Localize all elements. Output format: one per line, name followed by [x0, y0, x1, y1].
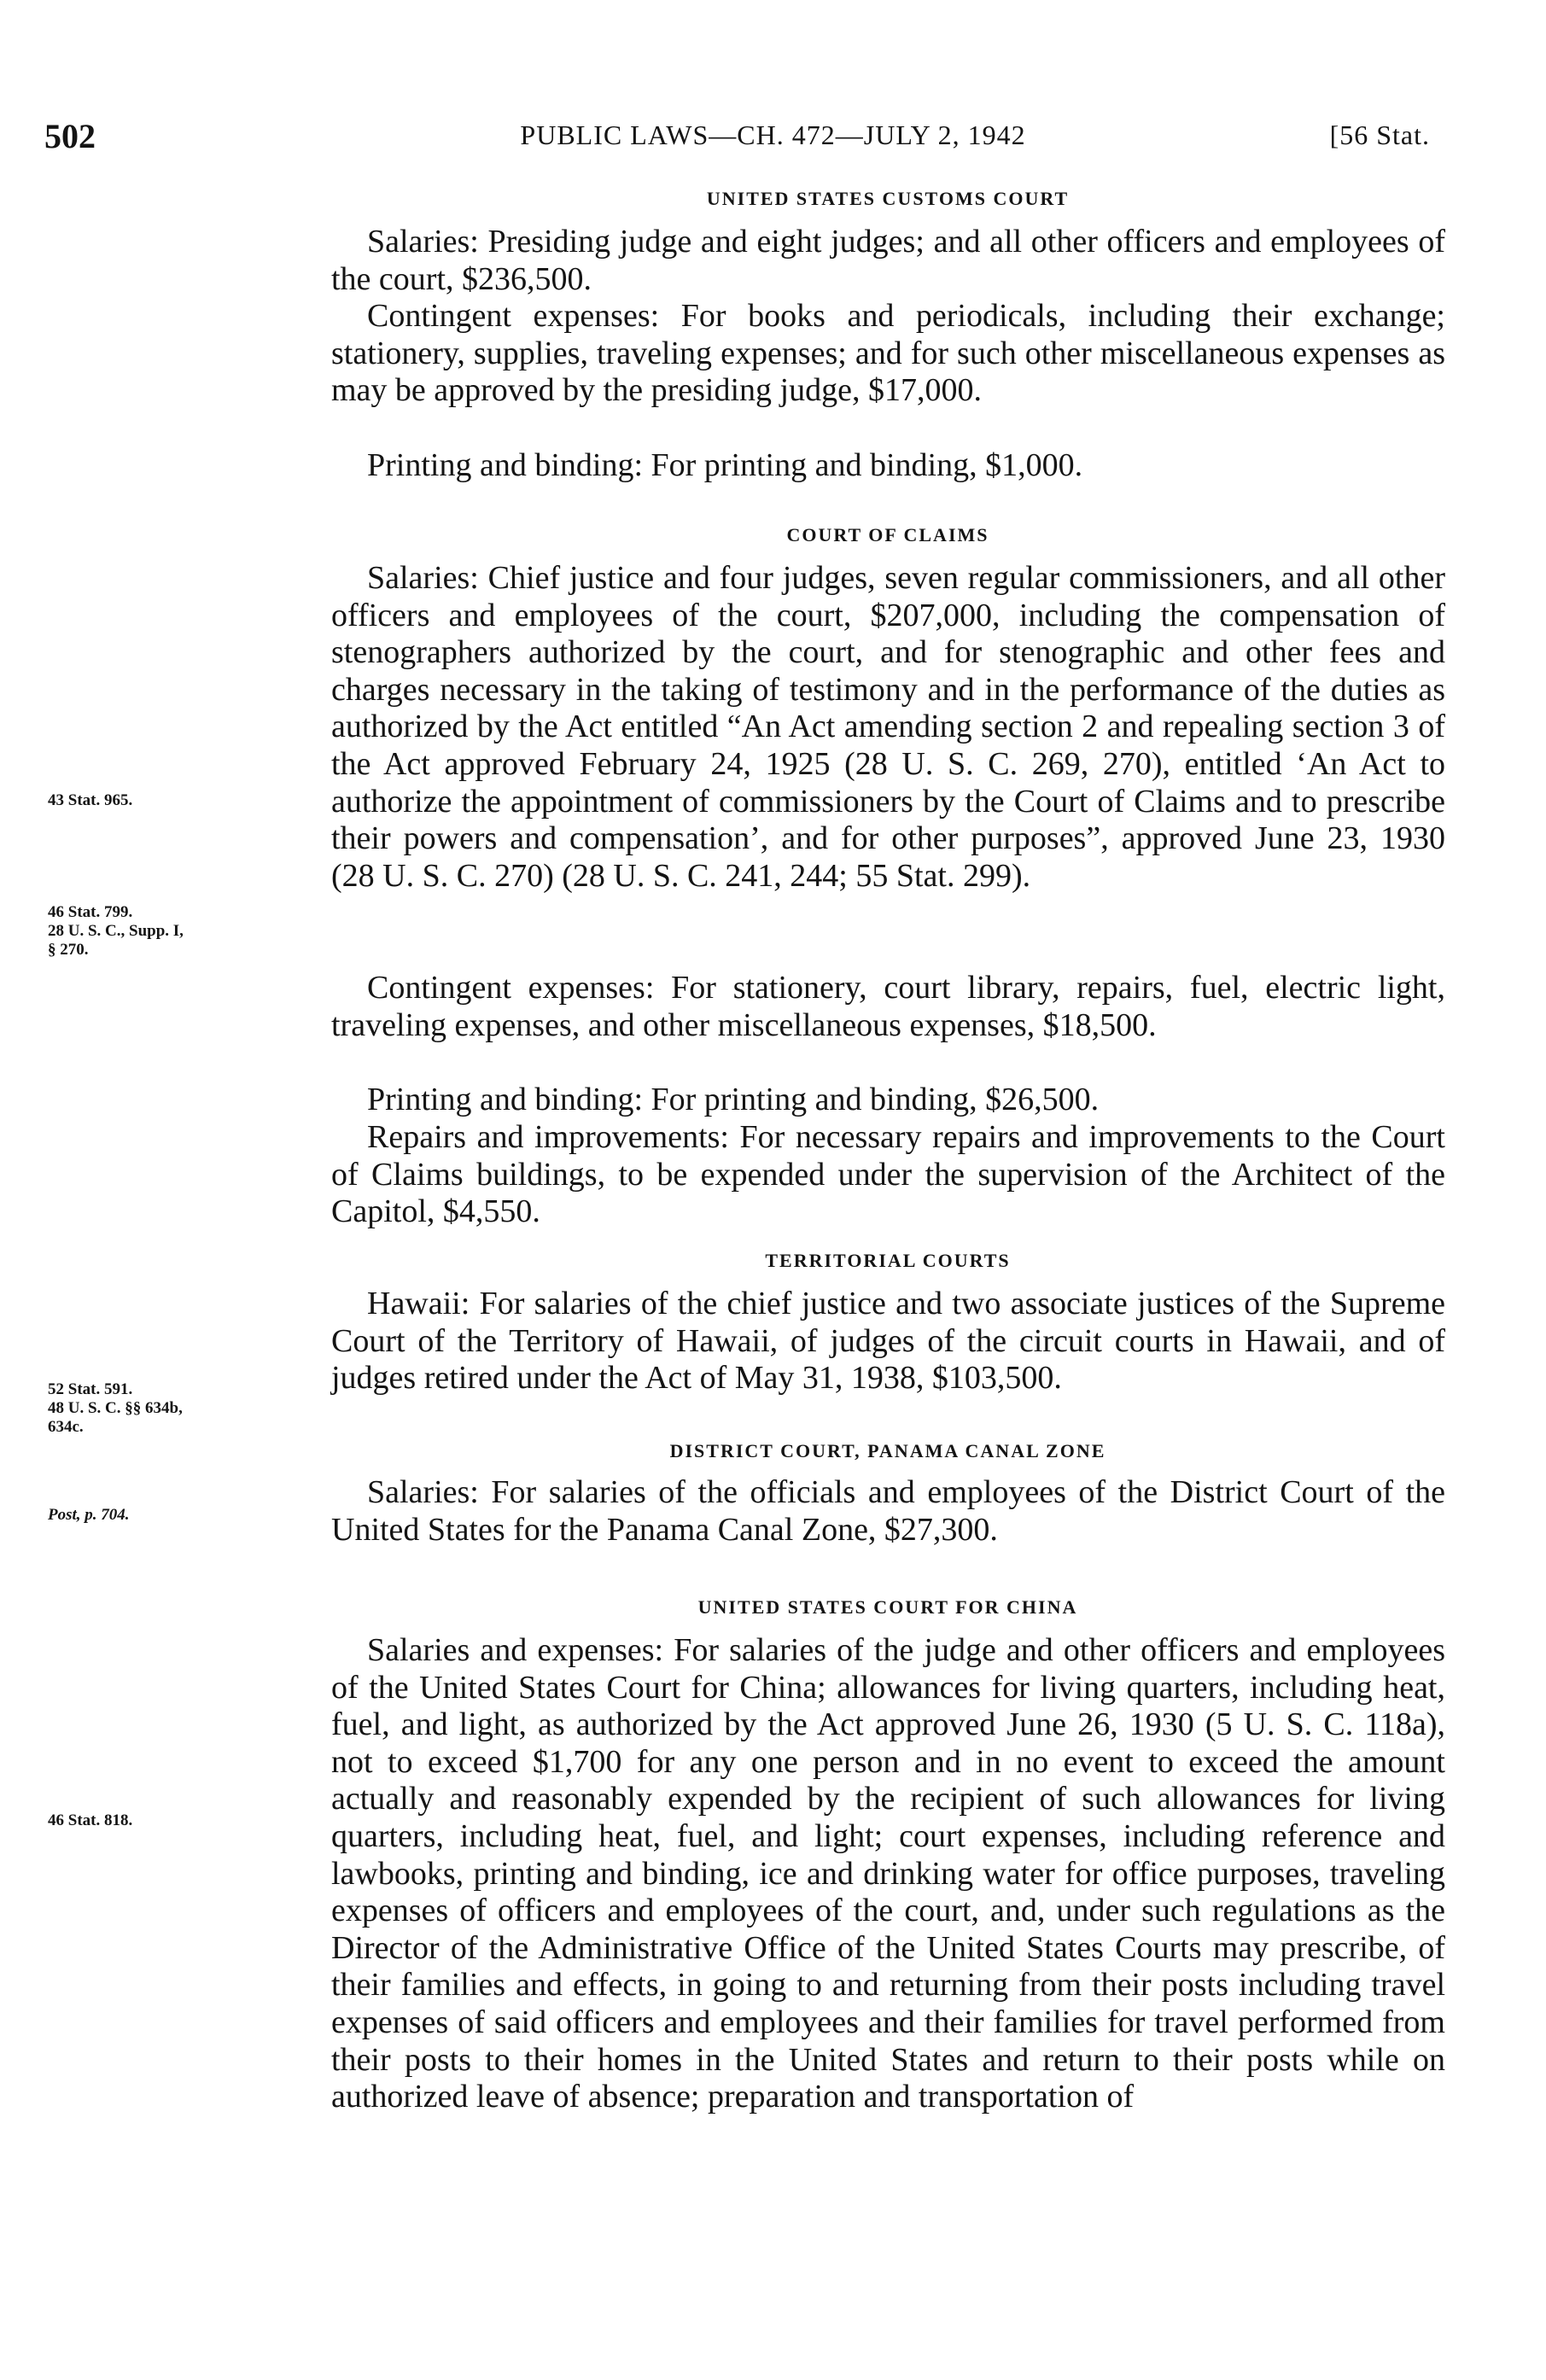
- claims-salaries-paragraph: [331, 560, 1445, 895]
- volume-reference: [56 Stat.: [1329, 120, 1430, 150]
- paragraph-text: Salaries: Presiding judge and eight judges; and all other officers and employees of the court, $236,500.: [331, 224, 1445, 297]
- customs-printing-paragraph: [331, 447, 1445, 485]
- paragraph-text: Printing and binding: For printing and binding, $26,500.: [367, 1082, 1100, 1117]
- margin-note: Post, p. 704.: [48, 1506, 130, 1524]
- paragraph-text: Salaries: Chief justice and four judges, seven regular commissioners, and all other officers and employees of the court, $207,000, including the compensation of stenographers authorized by the court, and for stenographic and other fees and charges necessary in the taking of testimony and in the performance of the duties as authorized by the Act entitled “An Act amending section 2 and repealing section 3 of the Act approved February 24, 1925 (28 U. S. C. 269, 270), entitled ‘An Act to authorize the appointment of commissioners by the Court of Claims and to prescribe their powers and compensation’, and for other purposes”, approved June 23, 1930 (28 U. S. C. 270) (28 U. S. C. 241, 244; 55 Stat. 299).: [331, 560, 1445, 894]
- paragraph-text: Contingent expenses: For stationery, court library, repairs, fuel, electric light, traveling expenses, and other miscellaneous expenses, $18,500.: [331, 970, 1445, 1043]
- section-heading-panama-canal-zone: DISTRICT COURT, PANAMA CANAL ZONE: [669, 1440, 1106, 1461]
- margin-note-line: 46 Stat. 799.: [48, 903, 133, 921]
- section-heading-court-for-china: UNITED STATES COURT FOR CHINA: [697, 1596, 1078, 1618]
- panama-salaries-paragraph: [331, 1474, 1445, 1549]
- paragraph-text: Printing and binding: For printing and binding, $1,000.: [367, 447, 1083, 483]
- margin-note-line: § 270.: [48, 941, 89, 959]
- section-heading-territorial-courts: TERRITORIAL COURTS: [765, 1250, 1011, 1271]
- paragraph-text: Repairs and improvements: For necessary repairs and improvements to the Court of Claims buildings, to be expended under the supervision of the Architect of the Capitol, $4,550.: [331, 1119, 1445, 1230]
- paragraph-text: Salaries: For salaries of the officials and employees of the District Court of the United States for the Panama Canal Zone, $27,300.: [331, 1474, 1445, 1548]
- customs-salaries-paragraph: [331, 224, 1445, 298]
- section-heading-customs-court: UNITED STATES CUSTOMS COURT: [706, 188, 1070, 209]
- china-salaries-paragraph: [331, 1632, 1445, 2116]
- margin-note: [48, 903, 321, 960]
- customs-contingent-paragraph: [331, 298, 1445, 410]
- claims-repairs-paragraph: [331, 1119, 1445, 1231]
- margin-note-line: 48 U. S. C. §§ 634b,: [48, 1399, 183, 1417]
- page-number: 502: [44, 117, 96, 155]
- margin-note: 43 Stat. 965.: [48, 791, 133, 809]
- claims-printing-paragraph: [331, 1082, 1445, 1119]
- margin-note-line: 634c.: [48, 1418, 84, 1436]
- paragraph-text: Salaries and expenses: For salaries of the judge and other officers and employees of the United States Court for China; allowances for living quarters, including heat, fuel, and light, as authorized by the Act approved June 26, 1930 (5 U. S. C. 118a), not to exceed $1,700 for any one person and in no event to exceed the amount actually and reasonably expended by the recipient of such allowances for living quarters, including heat, fuel, and light; court expenses, including reference and lawbooks, printing and binding, ice and drinking water for office purposes, traveling expenses of officers and employees of the court, and, under such regulations as the Director of the Administrative Office of the United States Courts may prescribe, of their families and effects, in going to and returning from their posts including travel expenses of said officers and employees and their families for travel performed from their posts to their homes in the United States and return to their posts while on authorized leave of absence; preparation and transportation of: [331, 1632, 1445, 2115]
- margin-note-line: 52 Stat. 591.: [48, 1380, 133, 1398]
- paragraph-text: Contingent expenses: For books and periodicals, including their exchange; stationery, supplies, traveling expenses; and for such other miscellaneous expenses as may be approved by the presiding judge, $17,000.: [331, 298, 1445, 409]
- running-title: PUBLIC LAWS—CH. 472—JULY 2, 1942: [520, 120, 1026, 150]
- margin-note-line: 28 U. S. C., Supp. I,: [48, 922, 184, 940]
- paragraph-text: Hawaii: For salaries of the chief justice and two associate justices of the Supreme Court of the Territory of Hawaii, of judges of the circuit courts in Hawaii, and of judges retired under the Act of May 31, 1938, $103,500.: [331, 1286, 1445, 1397]
- margin-note: [48, 1380, 321, 1437]
- territorial-hawaii-paragraph: [331, 1286, 1445, 1397]
- section-heading-court-of-claims: COURT OF CLAIMS: [786, 524, 989, 545]
- margin-note: 46 Stat. 818.: [48, 1811, 133, 1829]
- claims-contingent-paragraph: [331, 970, 1445, 1044]
